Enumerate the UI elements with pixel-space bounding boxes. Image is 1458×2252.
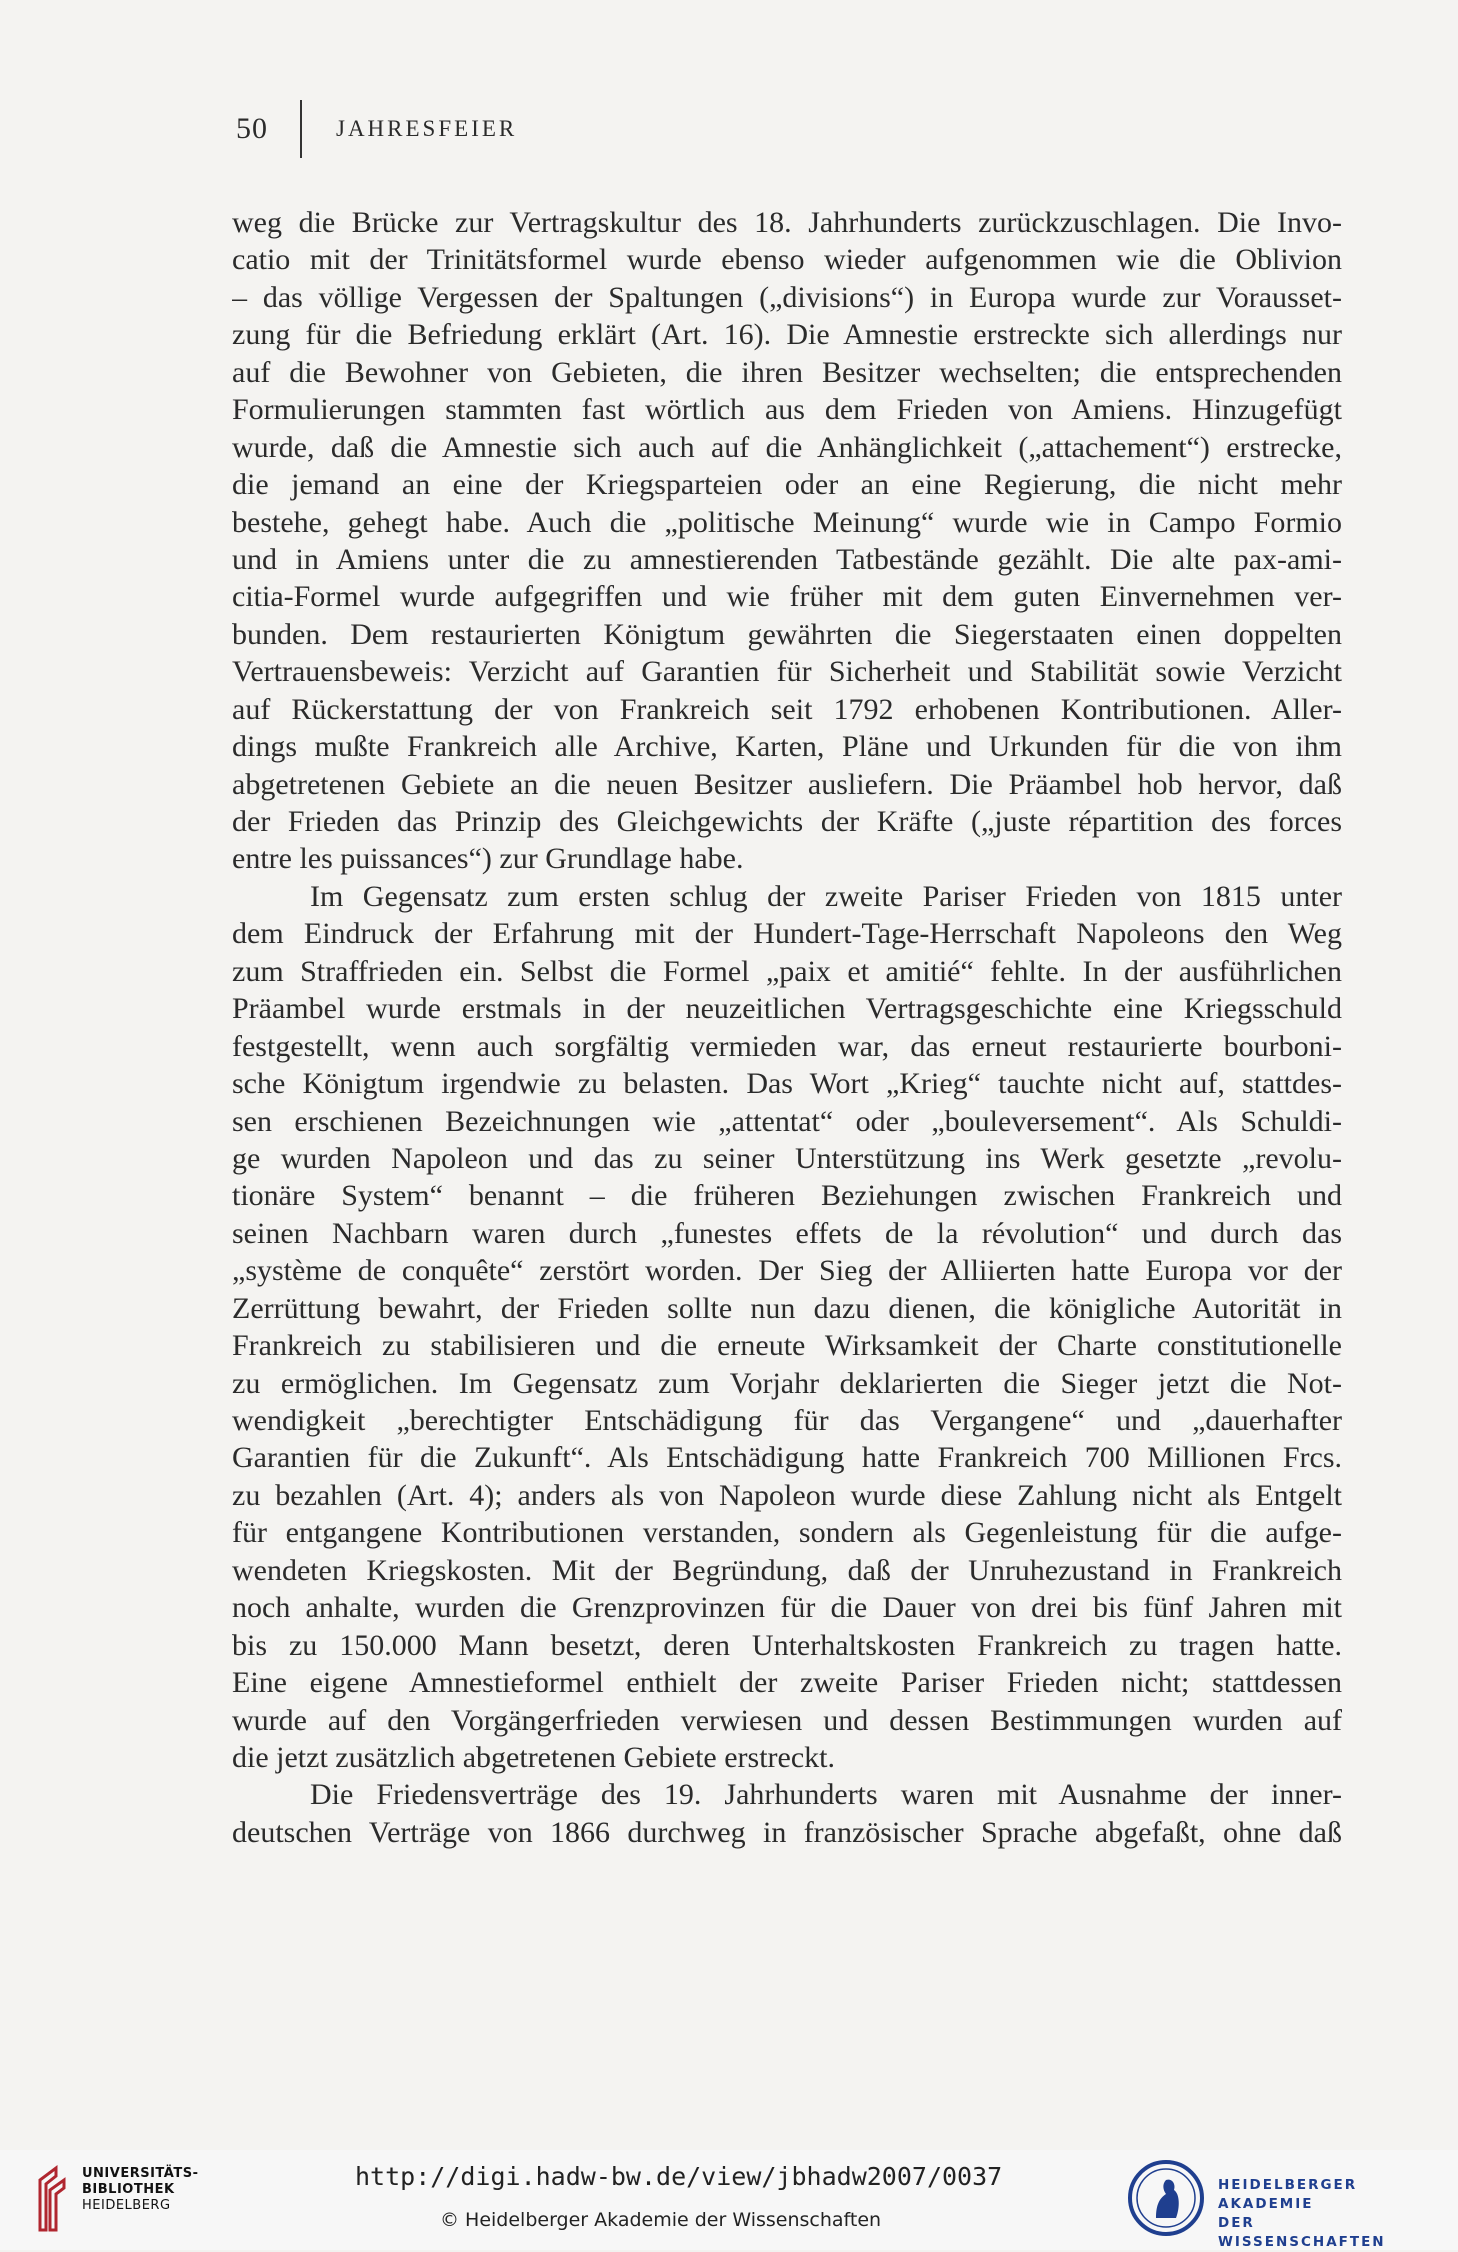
permalink-url[interactable]: http://digi.hadw-bw.de/view/jbhadw2007/0037: [355, 2162, 1003, 2191]
paragraph-end-line: entre les puissances“) zur Grundlage habe.: [232, 842, 744, 876]
academy-name: [1218, 2176, 1426, 2252]
header-divider: [300, 100, 302, 158]
academy-name-line: HEIDELBERGER AKADEMIE: [1218, 2177, 1358, 2212]
text-line: zum Straffrieden ein. Selbst die Formel „paix et amitié“ fehlte. In der ausführlichen: [232, 954, 1342, 988]
library-emblem-icon: [32, 2160, 72, 2240]
copyright-notice: © Heidelberger Akademie der Wissenschaften: [440, 2209, 882, 2231]
paragraph-start-line: Die Friedensverträge des 19. Jahrhunderts waren mit Ausnahme der inner-: [310, 1778, 1342, 1812]
text-line: Vertrauensbeweis: Verzicht auf Garantien für Sicherheit und Stabilität sowie Verzicht: [232, 655, 1342, 689]
page-number: 50: [236, 112, 268, 145]
text-line: bestehe, gehegt habe. Auch die „politische Meinung“ wurde wie in Campo Formio: [232, 505, 1342, 539]
text-line: und in Amiens unter die zu amnestierenden Tatbestände gezählt. Die alte pax-ami-: [232, 542, 1342, 576]
text-line: Garantien für die Zukunft“. Als Entschädigung hatte Frankreich 700 Millionen Frcs.: [232, 1441, 1342, 1475]
text-line: Zerrüttung bewahrt, der Frieden sollte nun dazu dienen, die königliche Autorität in: [232, 1291, 1342, 1325]
academy-seal-icon: [1126, 2158, 1206, 2238]
text-line: auf Rückerstattung der von Frankreich seit 1792 erhobenen Kontributionen. Aller-: [232, 692, 1342, 726]
text-line: zu bezahlen (Art. 4); anders als von Napoleon wurde diese Zahlung nicht als Entgelt: [232, 1478, 1342, 1512]
university-library-logo[interactable]: [32, 2160, 282, 2240]
text-line: dings mußte Frankreich alle Archive, Karten, Pläne und Urkunden für die von ihm: [232, 730, 1342, 764]
text-line: Formulierungen stammten fast wörtlich aus dem Frieden von Amiens. Hinzugefügt: [232, 393, 1342, 427]
text-line: „système de conquête“ zerstört worden. Der Sieg der Alliierten hatte Europa vor der: [232, 1254, 1342, 1288]
text-line: tionäre System“ benannt – die früheren Beziehungen zwischen Frankreich und: [232, 1179, 1342, 1213]
library-name-line: UNIVERSITÄTS-: [82, 2166, 199, 2181]
academy-logo[interactable]: [1126, 2154, 1426, 2250]
text-line: bunden. Dem restaurierten Königtum gewährten die Siegerstaaten einen doppelten: [232, 617, 1342, 651]
text-line: auf die Bewohner von Gebieten, die ihren Besitzer wechselten; die entsprechenden: [232, 355, 1342, 389]
text-line: der Frieden das Prinzip des Gleichgewichts der Kräfte („juste répartition des forces: [232, 805, 1342, 838]
library-name-line: BIBLIOTHEK: [82, 2182, 175, 2197]
text-line: ge wurden Napoleon und das zu seiner Unterstützung ins Werk gesetzte „revolu-: [232, 1141, 1342, 1175]
running-head: [236, 106, 517, 152]
text-line: Präambel wurde erstmals in der neuzeitlichen Vertragsgeschichte eine Kriegsschuld: [232, 992, 1342, 1026]
paragraph-start-line: Im Gegensatz zum ersten schlug der zweite Pariser Frieden von 1815 unter: [310, 879, 1342, 913]
text-line: sen erschienen Bezeichnungen wie „attentat“ oder „bouleversement“. Als Schuldi-: [232, 1104, 1342, 1138]
text-line: Frankreich zu stabilisieren und die erneute Wirksamkeit der Charte constitutionelle: [232, 1329, 1342, 1363]
text-line: die jemand an eine der Kriegsparteien oder an eine Regierung, die nicht mehr: [232, 468, 1342, 502]
text-line: wurde, daß die Amnestie sich auch auf die Anhänglichkeit („attachement“) erstrecke,: [232, 430, 1342, 464]
text-line: wendeten Kriegskosten. Mit der Begründung, daß der Unruhezustand in Frankreich: [232, 1553, 1342, 1587]
text-line: noch anhalte, wurden die Grenzprovinzen für die Dauer von drei bis fünf Jahren mit: [232, 1591, 1342, 1625]
library-name: [82, 2166, 198, 2214]
text-line: wurde auf den Vorgängerfrieden verwiesen und dessen Bestimmungen wurden auf: [232, 1703, 1342, 1737]
text-line: catio mit der Trinitätsformel wurde ebenso wieder aufgenommen wie die Oblivion: [232, 243, 1342, 277]
academy-name-line: DER WISSENSCHAFTEN: [1218, 2215, 1386, 2250]
text-line: weg die Brücke zur Vertragskultur des 18. Jahrhunderts zurückzuschlagen. Die Invo-: [232, 206, 1342, 239]
body-text: [232, 204, 1342, 1851]
text-line: festgestellt, wenn auch sorgfältig vermieden war, das erneut restaurierte bourboni-: [232, 1029, 1342, 1063]
text-line: bis zu 150.000 Mann besetzt, deren Unterhaltskosten Frankreich zu tragen hatte.: [232, 1628, 1342, 1662]
text-line: sche Königtum irgendwie zu belasten. Das Wort „Krieg“ tauchte nicht auf, stattdes-: [232, 1067, 1342, 1101]
text-line: dem Eindruck der Erfahrung mit der Hundert-Tage-Herrschaft Napoleons den Weg: [232, 917, 1342, 951]
text-line: seinen Nachbarn waren durch „funestes effets de la révolution“ und durch das: [232, 1216, 1342, 1250]
text-line: zu ermöglichen. Im Gegensatz zum Vorjahr deklarierten die Sieger jetzt die Not-: [232, 1366, 1342, 1400]
library-name-line: HEIDELBERG: [82, 2198, 171, 2213]
text-line: deutschen Verträge von 1866 durchweg in französischer Sprache abgefaßt, ohne daß: [232, 1815, 1342, 1849]
viewer-footer: [0, 2150, 1458, 2250]
text-line: zung für die Befriedung erklärt (Art. 16). Die Amnestie erstreckte sich allerdings nur: [232, 318, 1342, 352]
text-line: Eine eigene Amnestieformel enthielt der zweite Pariser Frieden nicht; stattdessen: [232, 1666, 1342, 1700]
text-line: – das völlige Vergessen der Spaltungen („divisions“) in Europa wurde zur Vorausset-: [232, 280, 1342, 314]
running-title: JAHRESFEIER: [336, 116, 518, 141]
text-line: wendigkeit „berechtigter Entschädigung für das Vergangene“ und „dauerhafter: [232, 1404, 1342, 1437]
text-line: citia-Formel wurde aufgegriffen und wie früher mit dem guten Einvernehmen ver-: [232, 580, 1342, 614]
text-line: für entgangene Kontributionen verstanden, sondern als Gegenleistung für die aufge-: [232, 1516, 1342, 1550]
paragraph-end-line: die jetzt zusätzlich abgetretenen Gebiete erstreckt.: [232, 1740, 836, 1774]
text-line: abgetretenen Gebiete an die neuen Besitzer ausliefern. Die Präambel hob hervor, daß: [232, 767, 1342, 801]
